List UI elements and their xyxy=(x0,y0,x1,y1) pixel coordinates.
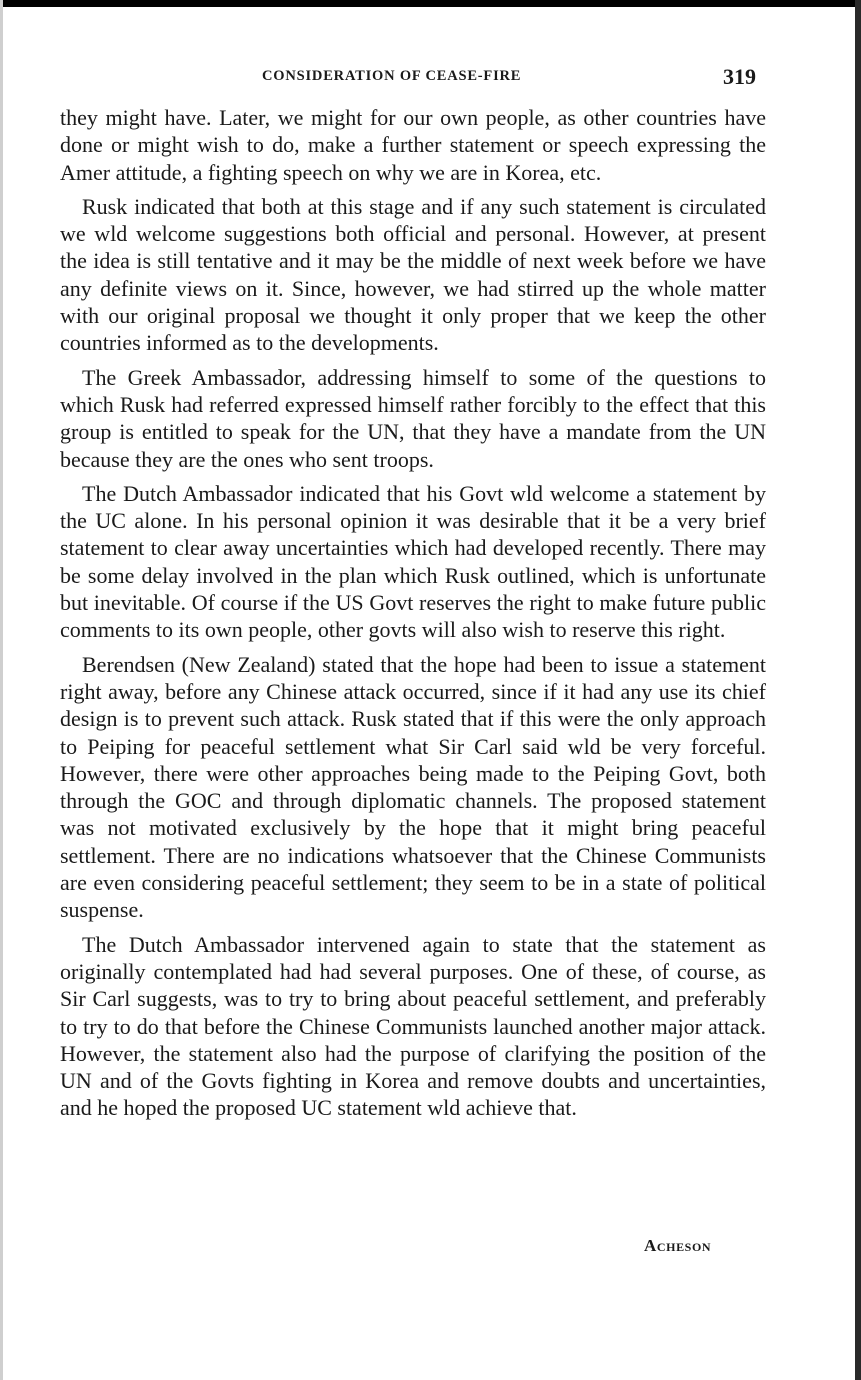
paragraph-greek-ambassador: The Greek Ambassador, addressing himself to some of the questions to which Rusk had referred expressed himself rather forcibly to the effect that this group is entitled to speak for the UN, that they have a mandate from the UN because they are the ones who sent troops. xyxy=(60,364,766,472)
page-number: 319 xyxy=(723,64,756,89)
paragraph-continued: they might have. Later, we might for our own people, as other countries have done or might wish to do, make a further statement or speech expressing the Amer attitude, a fighting speech on why we are in Korea, etc. xyxy=(60,105,766,185)
page-right-edge xyxy=(855,0,861,1380)
paragraph-dutch-ambassador: The Dutch Ambassador indicated that his Govt wld welcome a statement by the UC alone. In his personal opinion it was desirable that it be a very brief statement to clear away uncertainties which had developed recently. There may be some delay involved in the plan which Rusk outlined, which is unfortunate but inevitable. Of course if the US Govt reserves the right to make future public comments to its own people, other govts will also wish to reserve this right. xyxy=(60,480,766,643)
running-head: CONSIDERATION OF CEASE-FIRE xyxy=(262,68,522,84)
page-top-border xyxy=(0,0,861,7)
paragraph-rusk-suggestions: Rusk indicated that both at this stage and if any such statement is circulated we wld welcome suggestions both official and personal. However, at present the idea is still tentative and it may be the middle of next week before we have any definite views on it. Since, however, we had stirred up the whole matter with our original proposal we thought it only proper that we keep the other countries informed as to the developments. xyxy=(60,193,766,356)
paragraph-berendsen: Berendsen (New Zealand) stated that the hope had been to issue a statement right away, before any Chinese attack occurred, since if it had any use its chief design is to prevent such attack. Rusk stated that if this were the only approach to Peiping for peaceful settlement what Sir Carl said wld be very forceful. However, there were other approaches being made to the Peiping Govt, both through the GOC and through diplomatic channels. The proposed statement was not motivated exclusively by the hope that it might bring peaceful settlement. There are no indications whatsoever that the Chinese Communists are even considering peaceful settlement; they seem to be in a state of political suspense. xyxy=(60,651,766,923)
signature: Acheson xyxy=(644,1236,712,1255)
body-text xyxy=(60,104,766,1129)
paragraph-dutch-ambassador-again: The Dutch Ambassador intervened again to state that the statement as originally contemplated had had several purposes. One of these, of course, as Sir Carl suggests, was to try to bring about peaceful settlement, and preferably to try to do that before the Chinese Communists launched another major attack. However, the statement also had the purpose of clarifying the position of the UN and of the Govts fighting in Korea and remove doubts and uncertainties, and he hoped the proposed UC statement wld achieve that. xyxy=(60,931,766,1121)
page-left-edge xyxy=(0,0,3,1380)
